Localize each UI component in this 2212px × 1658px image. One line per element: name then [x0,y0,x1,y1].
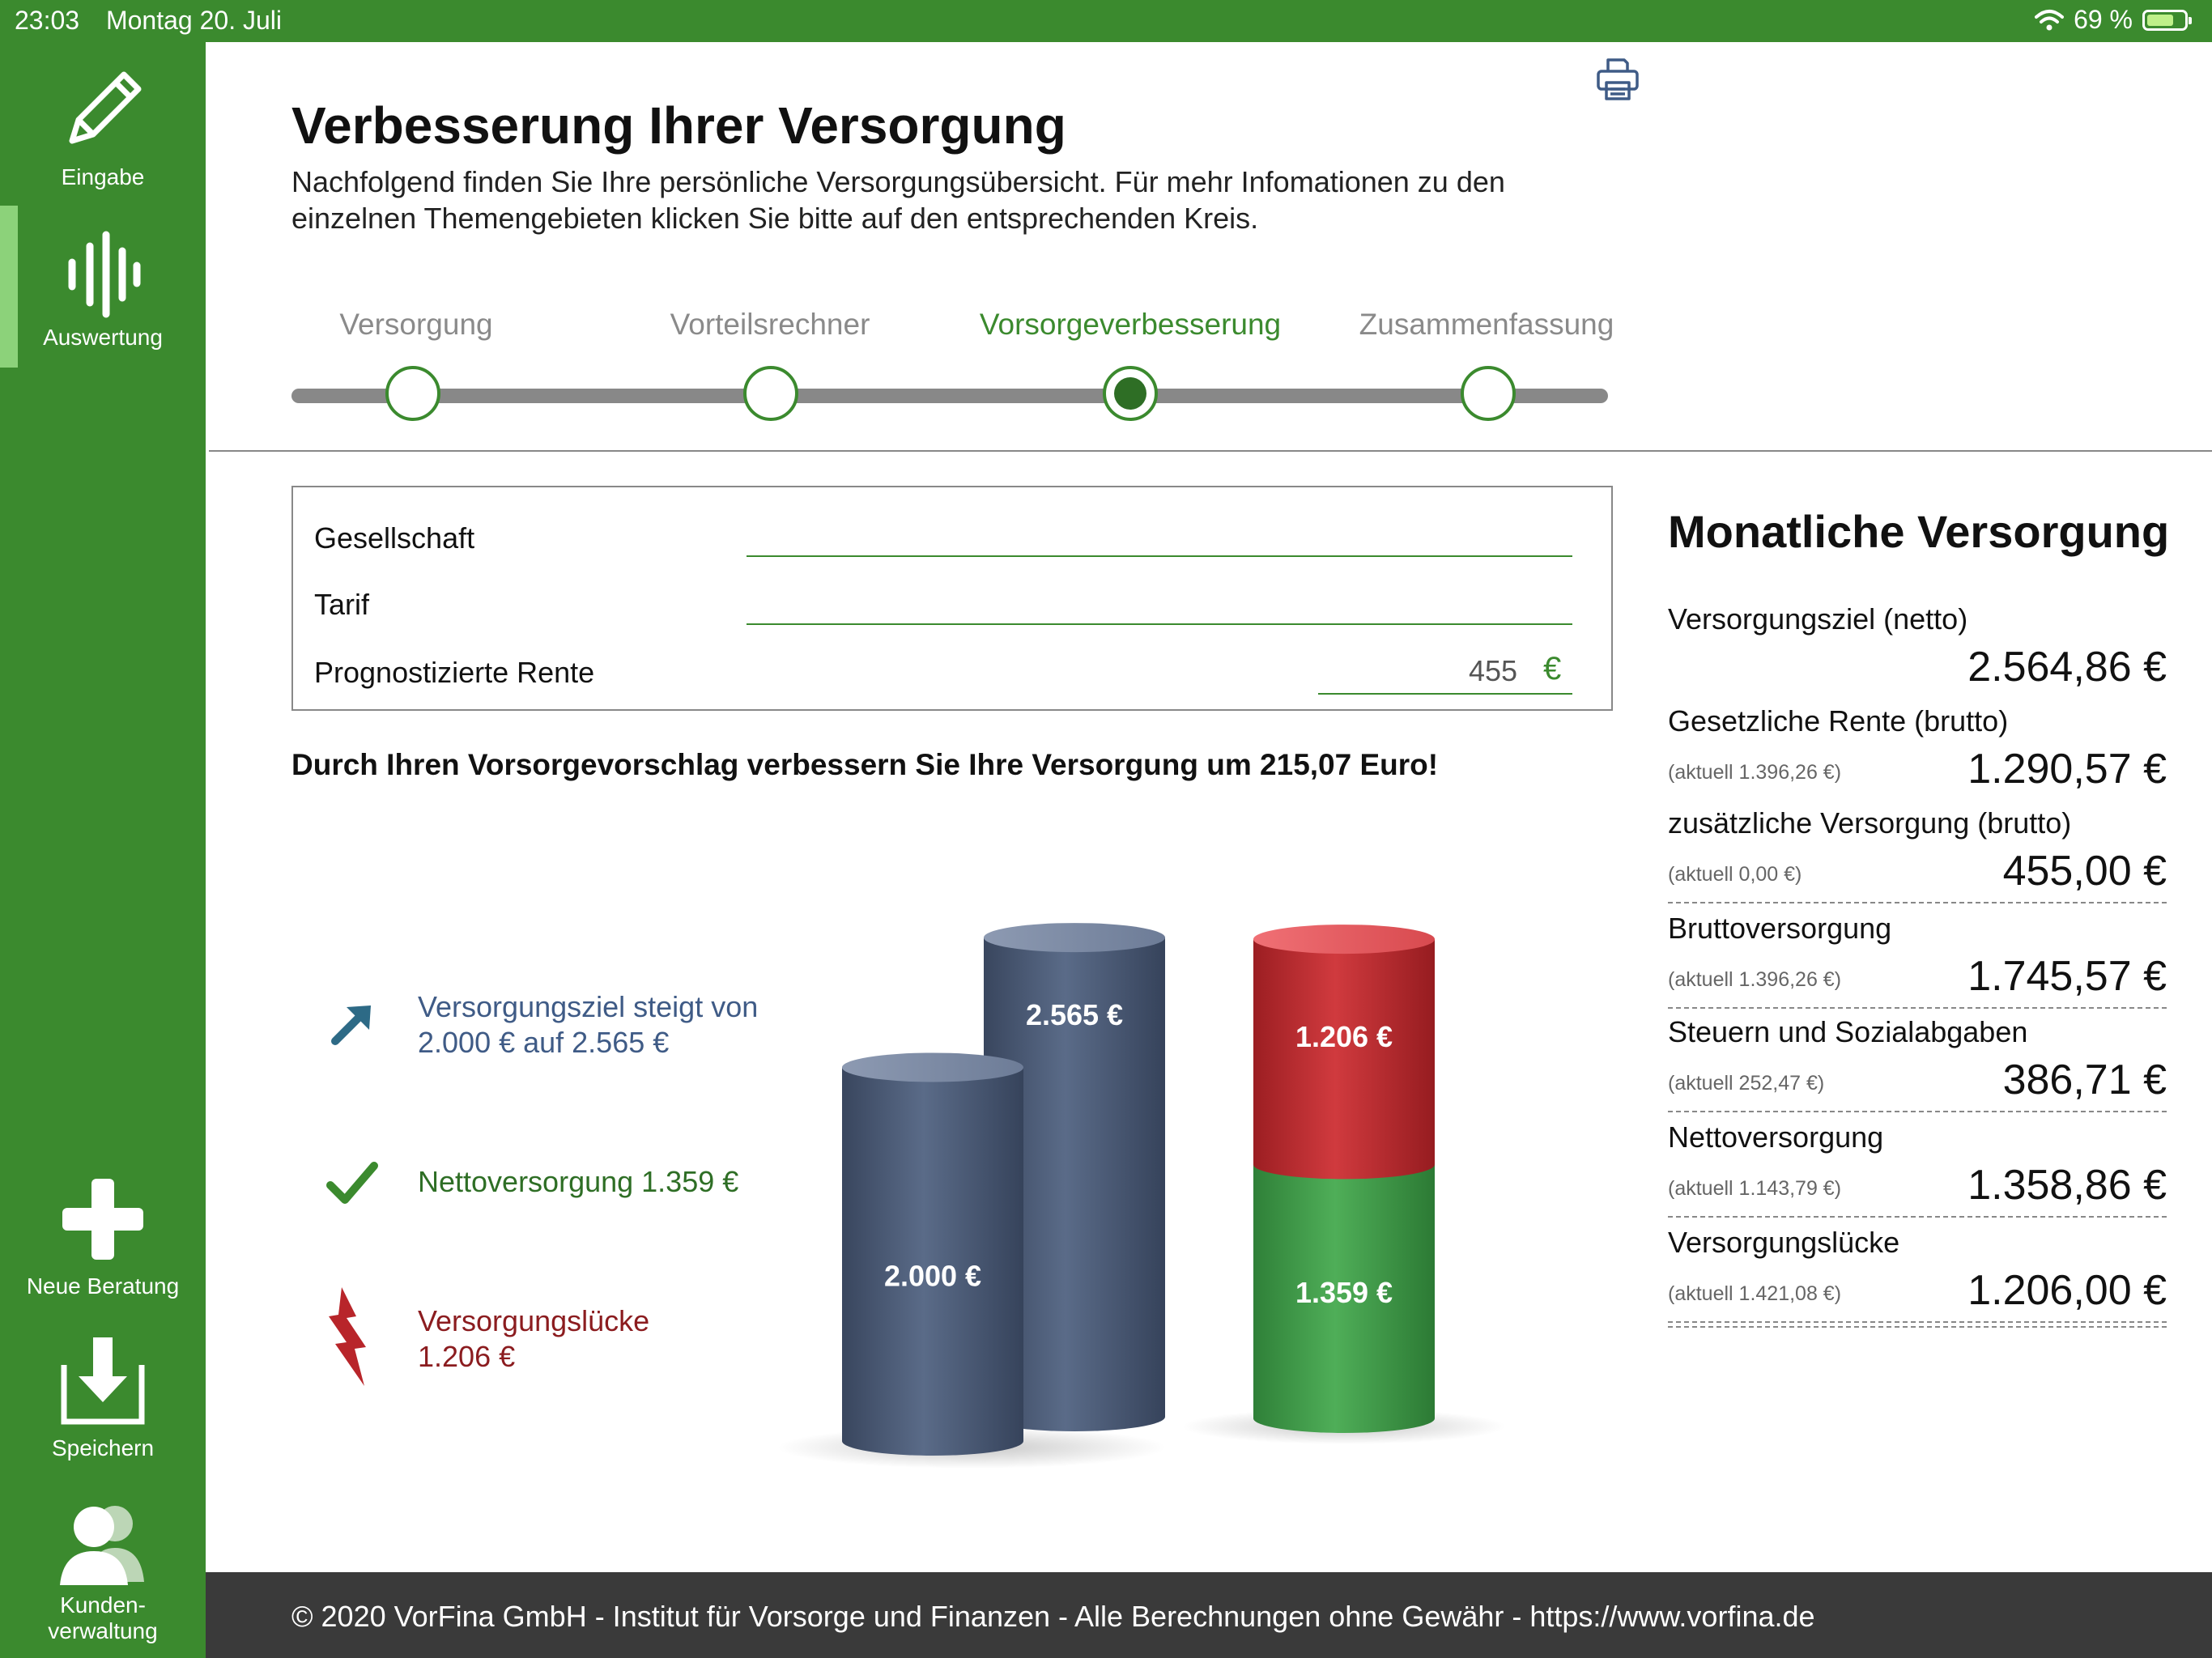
monthly-row-label: Versorgungsziel (netto) [1668,602,1968,636]
rente-unit: € [1543,651,1562,687]
bar-label-versorgungsluecke: 1.206 € [1295,1020,1393,1054]
monthly-row-current: (aktuell 0,00 €) [1668,863,1802,886]
sidebar [0,42,206,1658]
step-label-vorteilsrechner[interactable]: Vorteilsrechner [670,308,870,341]
bar-label-nettoversorgung: 1.359 € [1295,1276,1393,1310]
step-dot-vorteilsrechner[interactable] [743,366,798,421]
monthly-row [1668,806,2167,903]
monthly-row-current: (aktuell 1.396,26 €) [1668,968,1842,991]
sidebar-item-speichern[interactable] [0,1333,206,1461]
page-intro [291,164,1668,236]
monthly-row-divider [1668,902,2167,903]
monthly-row-label: Steuern und Sozialabgaben [1668,1015,2028,1048]
monthly-row [1668,1120,2167,1218]
improvement-summary: Durch Ihren Vorsorgevorschlag verbessern Sie Ihre Versorgung um 215,07 Euro! [291,748,1439,781]
monthly-row-divider [1668,1321,2167,1323]
monthly-row-current: (aktuell 252,47 €) [1668,1072,1825,1095]
bar-versorgungsziel-alt [842,1052,1023,1456]
monthly-row-divider [1668,1007,2167,1009]
battery-icon [2142,10,2188,31]
step-dot-zusammenfassung[interactable] [1461,366,1516,421]
printer-icon[interactable] [1595,57,1640,102]
page-intro-line-1: Nachfolgend finden Sie Ihre persönliche Versorgungsübersicht. Für mehr Infomationen zu den [291,165,1505,198]
monthly-row [1668,704,2167,801]
monthly-row-value: 1.290,57 € [1967,746,2167,793]
footer-text: © 2020 VorFina GmbH - Institut für Vorsorge und Finanzen - Alle Berechnungen ohne Gewähr - https://www.vorfina.de [291,1600,1815,1633]
monthly-row-label: zusätzliche Versorgung (brutto) [1668,806,2072,840]
plus-icon [54,1171,151,1268]
sidebar-item-auswertung[interactable] [0,230,206,351]
arrow-up-right-icon [324,996,381,1052]
legend-ziel-line-1: Versorgungsziel steigt von [418,990,759,1023]
checkmark-icon [324,1154,381,1211]
versorgung-chart [761,891,1538,1473]
monthly-row-value: 1.745,57 € [1967,953,2167,1000]
users-icon [50,1498,155,1587]
progress-stepper [291,308,1614,421]
battery-percent: 69 % [2074,5,2133,34]
monthly-row-label: Bruttoversorgung [1668,912,1892,945]
monthly-row [1668,1226,2167,1323]
rente-input[interactable]: 455 [1469,654,1518,687]
status-time: 23:03 [15,6,80,35]
monthly-row-label: Gesetzliche Rente (brutto) [1668,704,2009,738]
monthly-row-value: 2.564,86 € [1967,644,2167,691]
sidebar-label-auswertung: Auswertung [43,325,163,350]
step-dot-versorgung[interactable] [385,366,440,421]
monthly-title: Monatliche Versorgung [1668,506,2170,557]
monthly-row [1668,1015,2167,1112]
monthly-row-value: 455,00 € [2002,848,2167,895]
sidebar-item-neue-beratung[interactable] [0,1171,206,1299]
page-intro-line-2: einzelnen Themengebieten klicken Sie bitte auf den entsprechenden Kreis. [291,202,1259,235]
monthly-row-value: 386,71 € [2002,1056,2167,1103]
sidebar-label-neue-beratung: Neue Beratung [26,1273,180,1299]
monthly-row-label: Versorgungslücke [1668,1226,1900,1259]
gesellschaft-label: Gesellschaft [314,521,475,555]
monthly-row-current: (aktuell 1.421,08 €) [1668,1282,1842,1305]
tarif-input[interactable] [747,623,1572,625]
rente-input-underline [1318,693,1572,695]
legend-ziel-line-2: 2.000 € auf 2.565 € [418,1026,670,1059]
bar-label-versorgungsziel-neu: 2.565 € [1025,998,1124,1032]
legend-luecke-line-1: Versorgungslücke [418,1304,650,1337]
step-label-zusammenfassung[interactable]: Zusammenfassung [1359,308,1614,341]
footer [206,1572,2212,1658]
contract-form [291,486,1613,711]
step-label-versorgung[interactable]: Versorgung [339,308,493,341]
monthly-row [1668,912,2167,1009]
download-icon [54,1333,151,1430]
sidebar-item-kundenverwaltung[interactable] [0,1498,206,1644]
monthly-row-label: Nettoversorgung [1668,1120,1884,1154]
step-dot-vorsorgeverbesserung[interactable] [1103,366,1158,421]
page-title: Verbesserung Ihrer Versorgung [291,96,1066,155]
sidebar-label-speichern: Speichern [51,1435,155,1460]
monthly-row [1668,602,2167,699]
sidebar-label-verwaltung: verwaltung [48,1618,158,1643]
status-date: Montag 20. Juli [105,6,282,35]
legend-netto-text: Nettoversorgung 1.359 € [418,1165,739,1198]
monthly-row-value: 1.206,00 € [1967,1267,2167,1314]
step-label-vorsorgeverbesserung[interactable]: Vorsorgeverbesserung [979,308,1282,341]
lightning-icon [324,1284,381,1389]
monthly-row-divider [1668,1216,2167,1218]
pencil-icon [54,62,151,159]
stepper-track [291,389,1608,403]
status-bar [0,0,2212,42]
sidebar-item-eingabe[interactable] [0,62,206,190]
monthly-row-value: 1.358,86 € [1967,1162,2167,1209]
wifi-icon [2035,9,2064,32]
gesellschaft-input[interactable] [747,555,1572,557]
monthly-row-current: (aktuell 1.143,79 €) [1668,1177,1842,1200]
monthly-row-current: (aktuell 1.396,26 €) [1668,761,1842,784]
tarif-label: Tarif [314,588,370,621]
monthly-row-divider [1668,1111,2167,1112]
section-divider [209,450,2212,452]
rente-label: Prognostizierte Rente [314,656,595,689]
audio-bars-icon [54,230,151,319]
monthly-row-divider [1668,1326,2167,1328]
bar-label-versorgungsziel-alt: 2.000 € [883,1259,982,1293]
sidebar-label-eingabe: Eingabe [61,164,145,189]
sidebar-label-kunden: Kunden- [60,1592,146,1618]
legend-luecke-line-2: 1.206 € [418,1340,516,1373]
